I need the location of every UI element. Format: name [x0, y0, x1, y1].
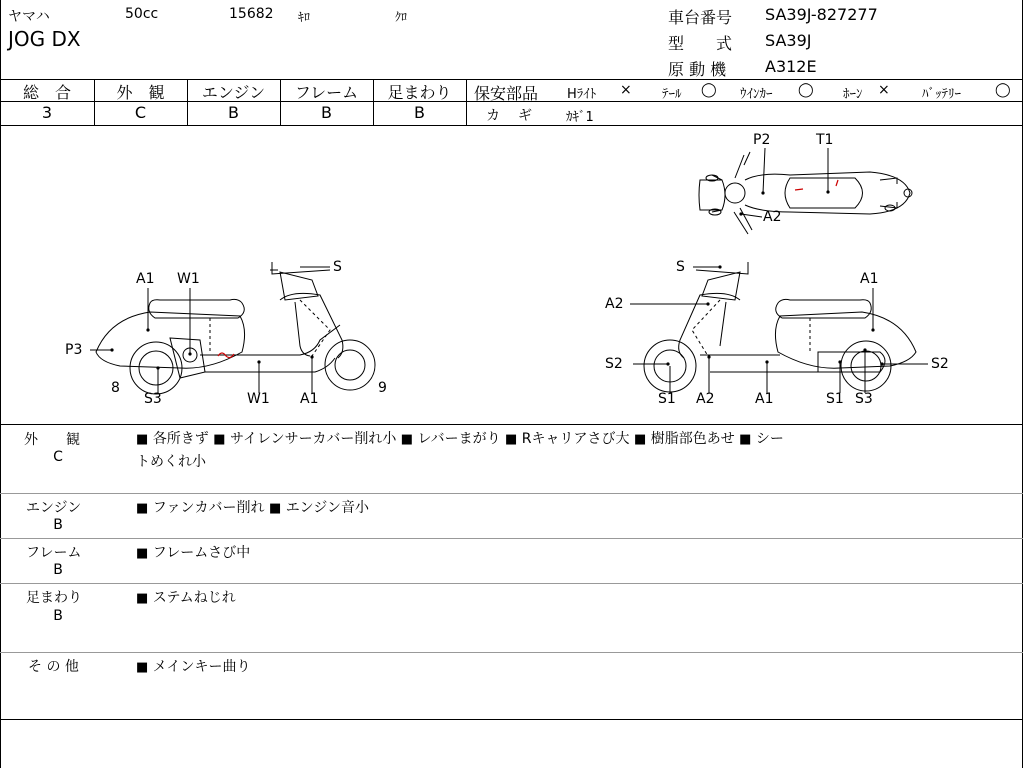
note-row-engine — [136, 497, 369, 517]
label-right-a2-bottom: A2 — [696, 391, 715, 407]
note-category-frame: フレーム — [26, 545, 82, 561]
bullet-icon: ■ — [268, 501, 282, 516]
notes-divider-2 — [0, 538, 1023, 539]
bullet-icon: ■ — [633, 432, 647, 447]
label-top-t1: T1 — [816, 132, 834, 148]
note-item: メインキー曲り — [152, 659, 251, 675]
engine-value: A312E — [765, 57, 817, 76]
bullet-icon: ■ — [505, 432, 518, 447]
grade-value-engine: B — [228, 103, 239, 122]
notes-divider-4 — [0, 652, 1023, 653]
bullet-icon: ■ — [136, 501, 149, 516]
bullet-icon: ■ — [213, 432, 226, 447]
label-right-s: S — [676, 259, 685, 275]
frame-no: SA39J-827277 — [765, 5, 878, 24]
label-right-a1: A1 — [860, 271, 879, 287]
safety-mark-winker: ◯ — [798, 82, 814, 98]
notes-divider-1 — [0, 493, 1023, 494]
note-category-exterior: 外 観 — [24, 432, 80, 448]
key-value: ｶｷﾞ1 — [566, 110, 594, 125]
note-category-engine: エンジン — [26, 500, 82, 516]
note-item: サイレンサーカバー削れ小 — [229, 431, 397, 447]
note-row-frame — [136, 542, 250, 562]
label-left-a1-bottom: A1 — [300, 391, 319, 407]
label-left-w1: W1 — [177, 271, 200, 287]
note-row-exterior — [136, 428, 784, 448]
safety-mark-horn: × — [878, 82, 890, 98]
bullet-icon: ■ — [136, 546, 149, 561]
label-left-w1-bottom: W1 — [247, 391, 270, 407]
type-label: 型 式 — [668, 34, 733, 53]
note-grade-exterior: C — [53, 449, 63, 465]
notes-divider-3 — [0, 583, 1023, 584]
grade-label-overall: 総 合 — [22, 83, 71, 102]
note-grade-frame: B — [53, 562, 63, 578]
note-item: 各所きず — [152, 431, 209, 447]
note-item: シー — [755, 431, 784, 447]
note-item: エンジン音小 — [285, 500, 369, 516]
note-item: ファンカバー削れ — [152, 500, 265, 516]
bullet-icon: ■ — [136, 432, 149, 447]
type-value: SA39J — [765, 31, 812, 50]
safety-item-battery: ﾊﾞｯﾃﾘｰ — [922, 87, 961, 102]
mileage-unit: ｷﾛ — [298, 10, 311, 24]
note-category-suspension: 足まわり — [26, 590, 82, 606]
grade-value-overall: 3 — [41, 103, 53, 122]
grade-label-suspension: 足まわり — [387, 83, 452, 102]
note-item: レバーまがり — [417, 431, 501, 447]
note-item: 樹脂部色あせ — [650, 431, 735, 447]
label-left-s: S — [333, 259, 342, 275]
bullet-icon: ■ — [136, 660, 149, 675]
safety-item-headlight: Hﾗｲﾄ — [567, 87, 597, 102]
mileage: 15682 — [229, 6, 274, 22]
note-category-other: そ の 他 — [28, 659, 79, 675]
label-left-9: 9 — [378, 380, 387, 396]
safety-item-winker: ｳｲﾝｶｰ — [740, 87, 773, 102]
notes-divider-5 — [0, 719, 1023, 720]
note-item: ステムねじれ — [152, 590, 236, 606]
grade-value-exterior: C — [134, 103, 147, 122]
grade-value-suspension: B — [414, 103, 425, 122]
note-row-other — [136, 656, 250, 676]
label-right-s1: S1 — [658, 391, 676, 407]
bullet-icon: ■ — [136, 591, 149, 606]
color: ｸﾛ — [395, 10, 408, 24]
label-left-p3: P3 — [65, 342, 83, 358]
label-right-s2-right: S2 — [931, 356, 949, 372]
label-right-s3-bottom: S3 — [855, 391, 873, 407]
safety-label: 保安部品 — [474, 84, 539, 103]
note-grade-suspension: B — [53, 608, 63, 624]
label-left-s3: S3 — [144, 391, 162, 407]
label-left-a1: A1 — [136, 271, 155, 287]
label-right-a2: A2 — [605, 296, 624, 312]
model-name: JOG DX — [8, 27, 81, 51]
bullet-icon: ■ — [739, 432, 752, 447]
note-item: Rキャリアさび大 — [521, 431, 630, 447]
label-top-p2: P2 — [753, 132, 771, 148]
safety-item-horn: ﾎｰﾝ — [843, 87, 863, 102]
safety-mark-tail: ◯ — [701, 82, 717, 98]
grade-label-exterior: 外 観 — [116, 83, 165, 102]
grade-label-engine: エンジン — [201, 83, 266, 102]
label-top-a2: A2 — [763, 209, 782, 225]
label-right-a1-bottom: A1 — [755, 391, 774, 407]
safety-mark-headlight: × — [620, 82, 632, 98]
safety-mark-battery: ◯ — [995, 82, 1011, 98]
grade-label-frame: フレーム — [294, 83, 359, 102]
bullet-icon: ■ — [400, 432, 414, 447]
label-right-s1-bottom: S1 — [826, 391, 844, 407]
note-row-suspension — [136, 587, 236, 607]
label-right-s2-left: S2 — [605, 356, 623, 372]
safety-item-tail: ﾃｰﾙ — [662, 87, 682, 102]
engine-label: 原 動 機 — [668, 60, 727, 79]
note-item: フレームさび中 — [152, 545, 251, 561]
frame-no-label: 車台番号 — [668, 8, 733, 27]
label-left-8: 8 — [111, 380, 120, 396]
note-item-continued: トめくれ小 — [136, 454, 206, 470]
maker: ヤマハ — [8, 9, 50, 25]
key-label: カ ギ — [486, 108, 534, 124]
displacement: 50cc — [125, 6, 159, 22]
grade-value-frame: B — [321, 103, 332, 122]
note-grade-engine: B — [53, 517, 63, 533]
